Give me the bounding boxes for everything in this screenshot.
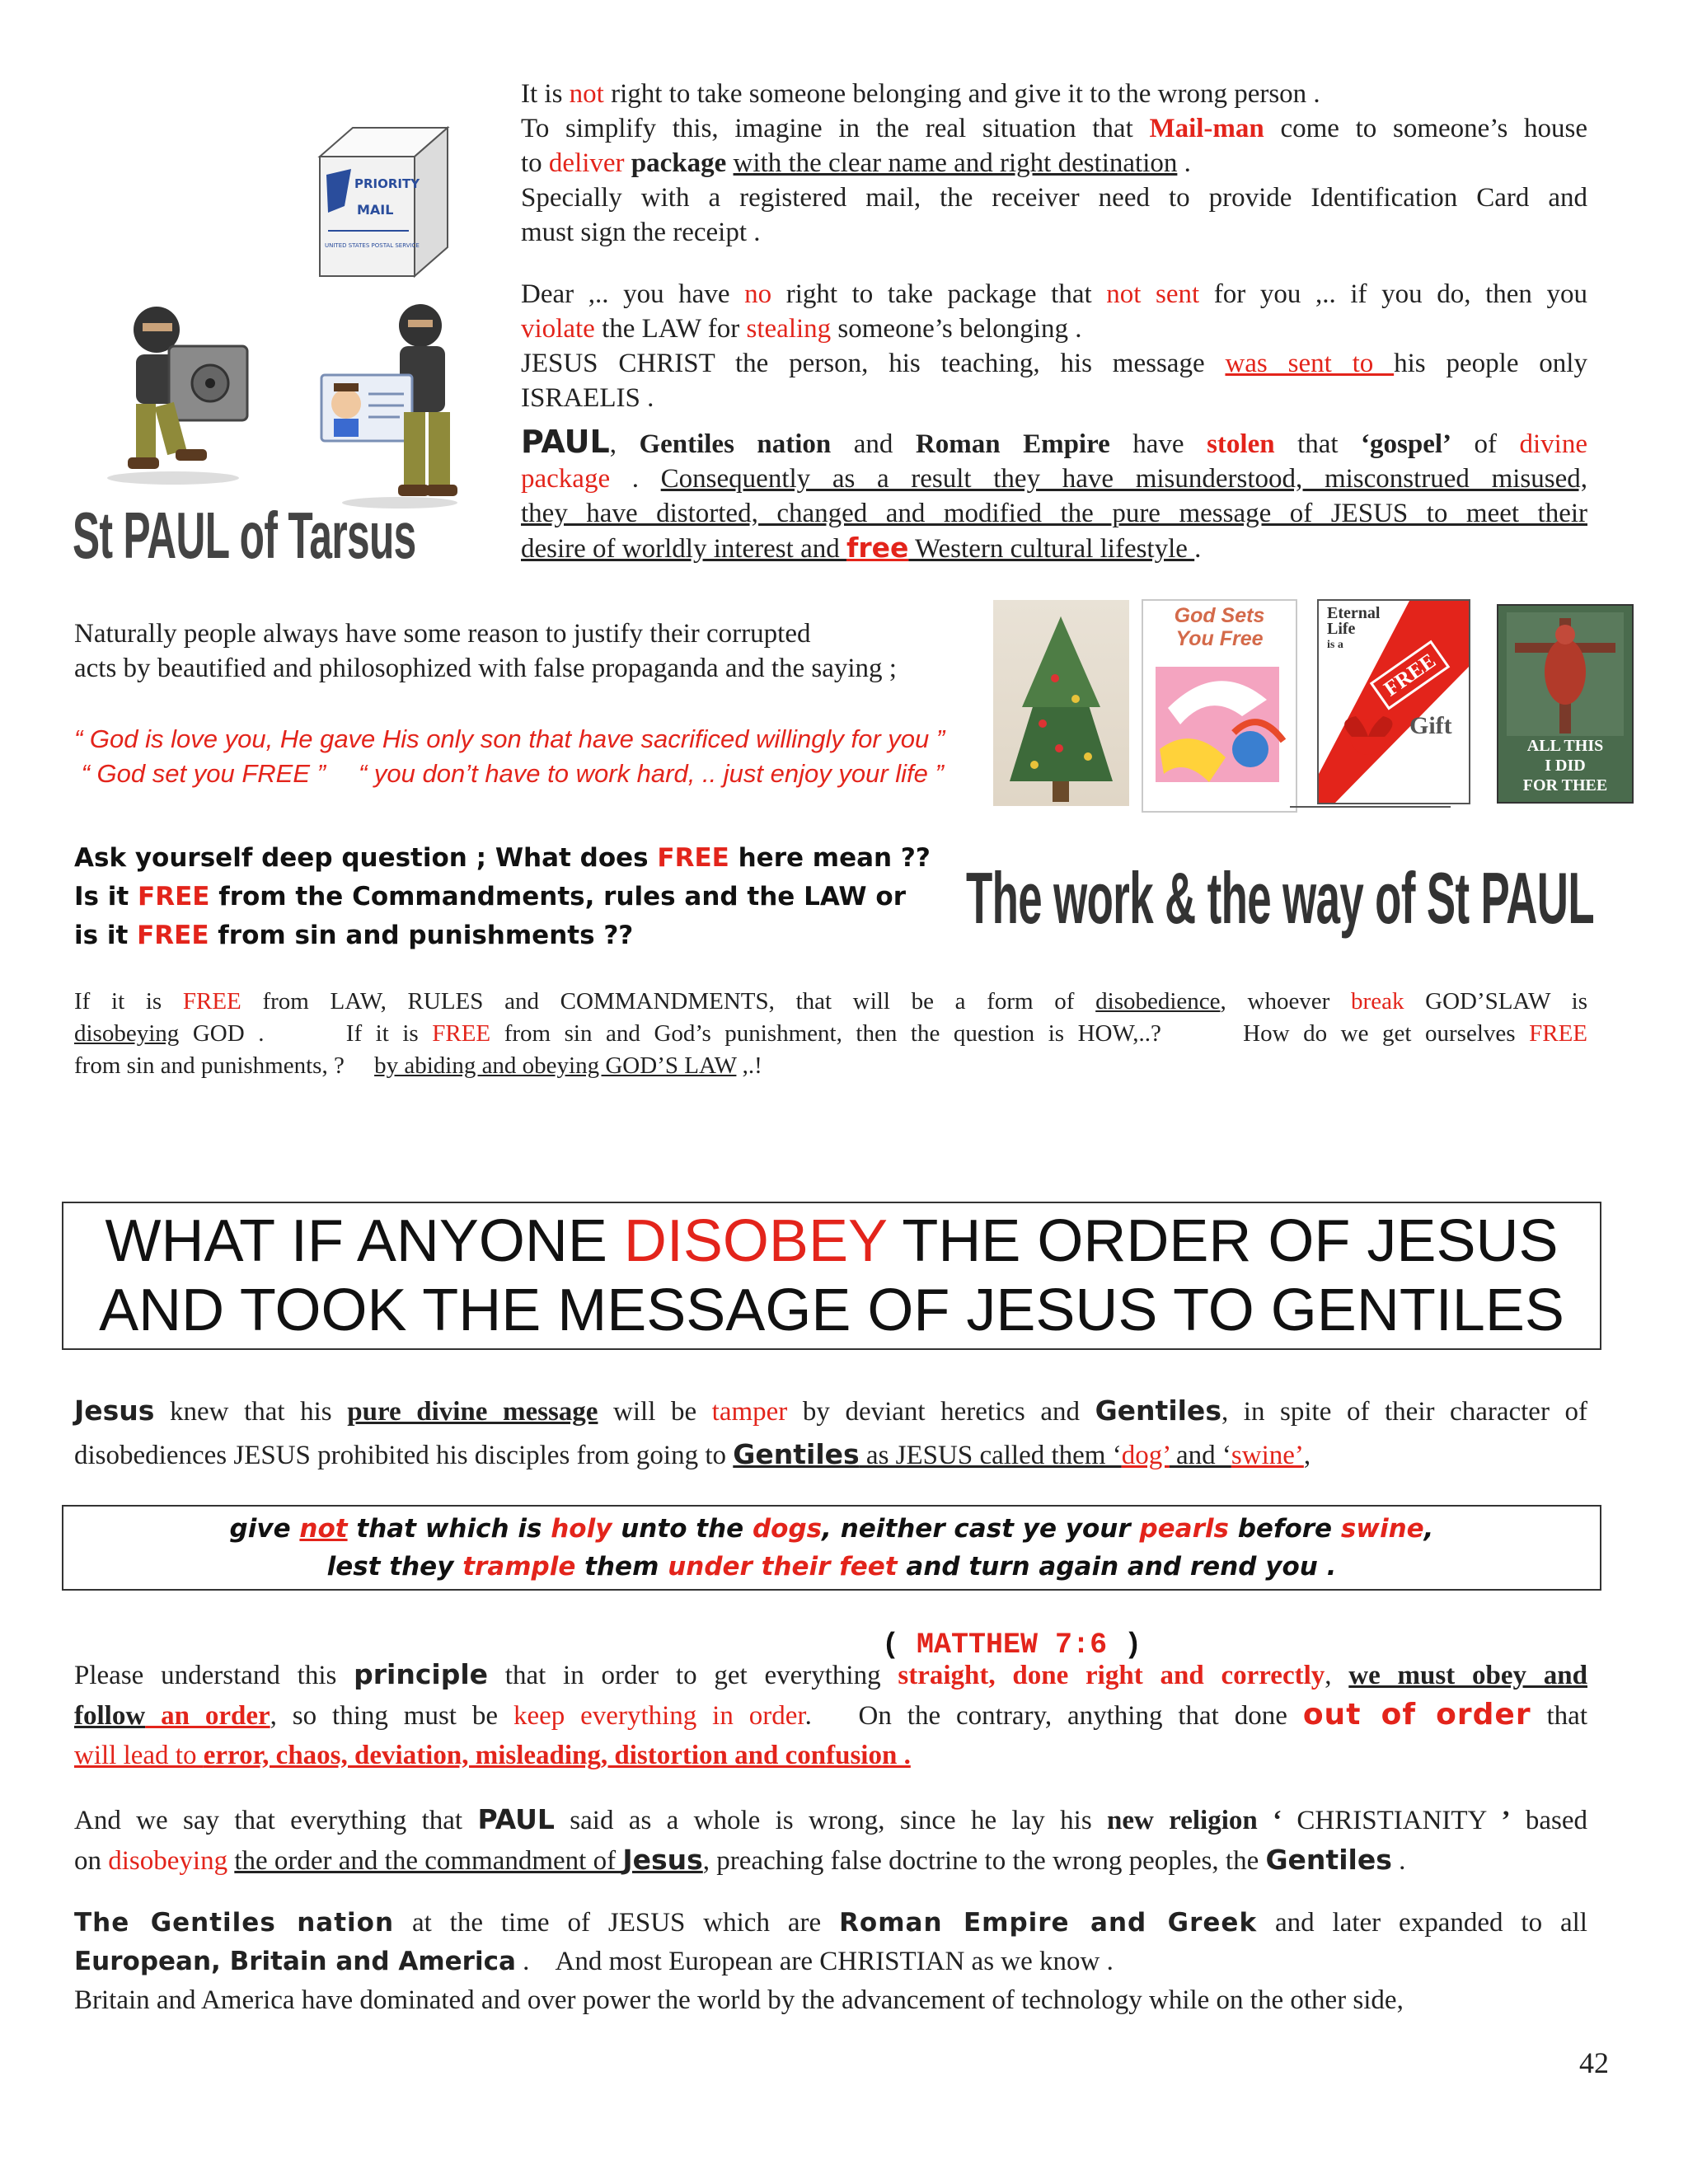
paragraph-mail-analogy: It is not right to take someone belonging and give it to the wrong person . To simplify this, imagine in the real situation that Mail-man come to someone’s house to deliver package with the clear name and right destination . Specially with a registered mail, the receiver need to provide Identification Card and must sign the receipt .	[521, 79, 1588, 247]
question-block: Ask yourself deep question ; What does FREE here mean ?? Is it FREE from the Commandments, rules and the LAW or is it FREE from sin and punishments ??	[74, 843, 931, 950]
free-badge: FREE	[1370, 640, 1451, 710]
is-a-text: is a	[1327, 639, 1343, 651]
i-did-text: I DID	[1545, 757, 1586, 775]
christmas-tree-image	[993, 600, 1129, 806]
god-sets-title: God Sets You Free	[1174, 604, 1265, 650]
quotes-block	[74, 722, 945, 791]
paragraph-justify: Naturally people always have some reason to justify their corrupted acts by beautified and philosophized with false propaganda and the saying ;	[74, 619, 897, 683]
mail-label: MAIL	[357, 202, 394, 218]
bible-reference: ( MATTHEW 7:6 )	[882, 1629, 1142, 1661]
paragraph-principle: Please understand this principle that in order to get everything straight, done right and correctly, we must obey and follow an order, so thing must be keep everything in order. On the contrary, anything that done out of order that will lead to error, chaos, deviation, misleading, distortion and confusion .	[74, 1658, 1588, 1770]
life-text: Life	[1327, 620, 1356, 638]
page-number: 42	[1579, 2046, 1609, 2079]
for-thee-text: FOR THEE	[1522, 776, 1608, 794]
eternal-life-gift-card	[1317, 599, 1470, 804]
usps-label: UNITED STATES POSTAL SERVICE	[325, 242, 420, 249]
god-sets-you-free-card	[1142, 599, 1297, 813]
st-paul-caption: St PAUL of Tarsus	[73, 499, 416, 572]
all-this-text: ALL THIS	[1526, 737, 1604, 755]
divider-line	[1290, 806, 1451, 808]
work-and-way-caption: The work & the way of St PAUL	[966, 857, 1594, 939]
gift-text: Gift	[1409, 712, 1452, 739]
paragraph-paul-wrong: And we say that everything that PAUL said as a whole is wrong, since he lay his new religion ‘ CHRISTIANITY ’ based on disobeying the order and the commandment of Jesus, preaching false doctrine to the wrong peoples, the Gentiles .	[74, 1803, 1587, 1876]
quote-god-is-love: “ God is love you, He gave His only son that have sacrificed willingly for you ”	[74, 724, 945, 753]
thief-with-id-card-image	[309, 297, 474, 511]
paragraph-jesus-knew: Jesus knew that his pure divine message will be tamper by deviant heretics and Gentiles, in spite of their character of disobediences JESUS prohibited his disciples from going to Gentiles as JESUS called them ‘dog’ and ‘swine’,	[74, 1394, 1588, 1470]
paragraph-no-right: Dear ,.. you have no right to take package that not sent for you ,.. if you do, then you violate the LAW for stealing someone’s belonging . JESUS CHRIST the person, his teaching, his message was sent to his people only ISRAELIS .	[521, 279, 1588, 413]
paragraph-paul-stolen: PAUL, Gentiles nation and Roman Empire have stolen that ‘gospel’ of divine package . Consequently as a result they have misunderstood, misconstrued misused, they have distorted, changed and modified the pure message of JESUS to meet their desire of worldly interest and free Western cultural lifestyle .	[521, 424, 1587, 564]
verse-box: give not that which is holy unto the dogs, neither cast ye your pearls before swine, lest they trample them under their feet and turn again and rend you .	[62, 1505, 1601, 1591]
priority-mail-box-image	[312, 124, 452, 280]
all-this-i-did-card	[1497, 604, 1634, 804]
main-heading-box: WHAT IF ANYONE DISOBEY THE ORDER OF JESUS AND TOOK THE MESSAGE OF JESUS TO GENTILES	[62, 1202, 1601, 1350]
priority-label: PRIORITY	[354, 176, 420, 191]
thief-with-safe-image	[78, 297, 268, 486]
paragraph-free-from-law: If it is FREE from LAW, RULES and COMMANDMENTS, that will be a form of disobedience, whoever break GOD’SLAW is disobeying GOD . If it is FREE from sin and God’s punishment, then the question is HOW,..? How do we get ourselves FREE from sin and punishments, ? by abiding and obeying GOD’S LAW ,.!	[74, 988, 1587, 1079]
quote-enjoy-life: “ you don’t have to work hard, .. just enjoy your life ”	[358, 759, 944, 788]
quote-god-set-free: “ God set you FREE ”	[81, 759, 326, 788]
paragraph-gentiles-nation: The Gentiles nation at the time of JESUS which are Roman Empire and Greek and later expanded to all European, Britain and America . And most European are CHRISTIAN as we know . Britain and America have dominated and over power the world by the advancement of technology while on the other side,	[74, 1908, 1587, 2015]
eternal-text: Eternal	[1327, 604, 1381, 622]
